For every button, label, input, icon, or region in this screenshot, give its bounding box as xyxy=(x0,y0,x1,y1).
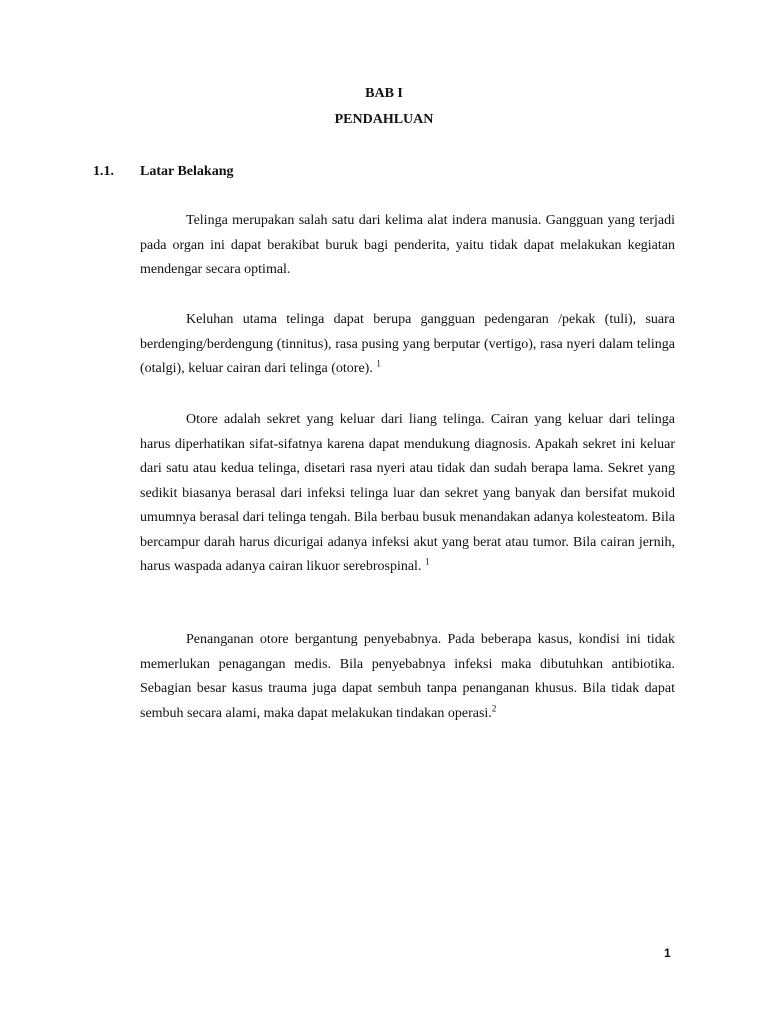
paragraph xyxy=(140,408,675,580)
paragraph-text: Otore adalah sekret yang keluar dari liang telinga. Cairan yang keluar dari telinga harus diperhatikan sifat-sifatnya karena dapat mendukung diagnosis. Apakah sekret ini keluar dari satu atau kedua telinga, disetari rasa nyeri atau tidak dan sudah berapa lama. Sekret yang sedikit biasanya berasal dari infeksi telinga luar dan sekret yang banyak dan bersifat mukoid umumnya berasal dari telinga tengah. Bila berbau busuk menandakan adanya kolesteatom. Bila bercampur darah harus dicurigai adanya infeksi akut yang berat atau tumor. Bila cairan jernih, harus waspada adanya cairan likuor serebrospinal. xyxy=(140,412,675,574)
chapter-number: BAB I xyxy=(365,86,403,101)
paragraph-text: Telinga merupakan salah satu dari kelima alat indera manusia. Gangguan yang terjadi pada organ ini dapat berakibat buruk bagi penderita, yaitu tidak dapat melakukan kegiatan mendengar secara optimal. xyxy=(140,213,675,277)
paragraph-text: Keluhan utama telinga dapat berupa gangguan pedengaran /pekak (tuli), suara berdenging/berdengung (tinnitus), rasa pusing yang berputar (vertigo), rasa nyeri dalam telinga (otalgi), keluar cairan dari telinga (otore). xyxy=(140,312,675,376)
section-title: Latar Belakang xyxy=(140,164,234,179)
paragraph xyxy=(140,308,675,382)
paragraph xyxy=(140,209,675,283)
chapter-title: PENDAHLUAN xyxy=(334,112,434,127)
footnote-ref: 1 xyxy=(376,358,381,369)
footnote-ref: 2 xyxy=(491,702,497,713)
page-number: 1 xyxy=(664,946,671,960)
paragraph-text: Penanganan otore bergantung penyebabnya. Pada beberapa kasus, kondisi ini tidak memerlukan penagangan medis. Bila penyebabnya infeksi maka dibutuhkan antibiotika. Sebagian besar kasus trauma juga dapat sembuh tanpa penanganan khusus. Bila tidak dapat sembuh secara alami, maka dapat melakukan tindakan operasi. xyxy=(140,632,675,721)
paragraph xyxy=(140,628,675,726)
section-number: 1.1. xyxy=(93,164,114,179)
footnote-ref: 1 xyxy=(424,556,430,567)
